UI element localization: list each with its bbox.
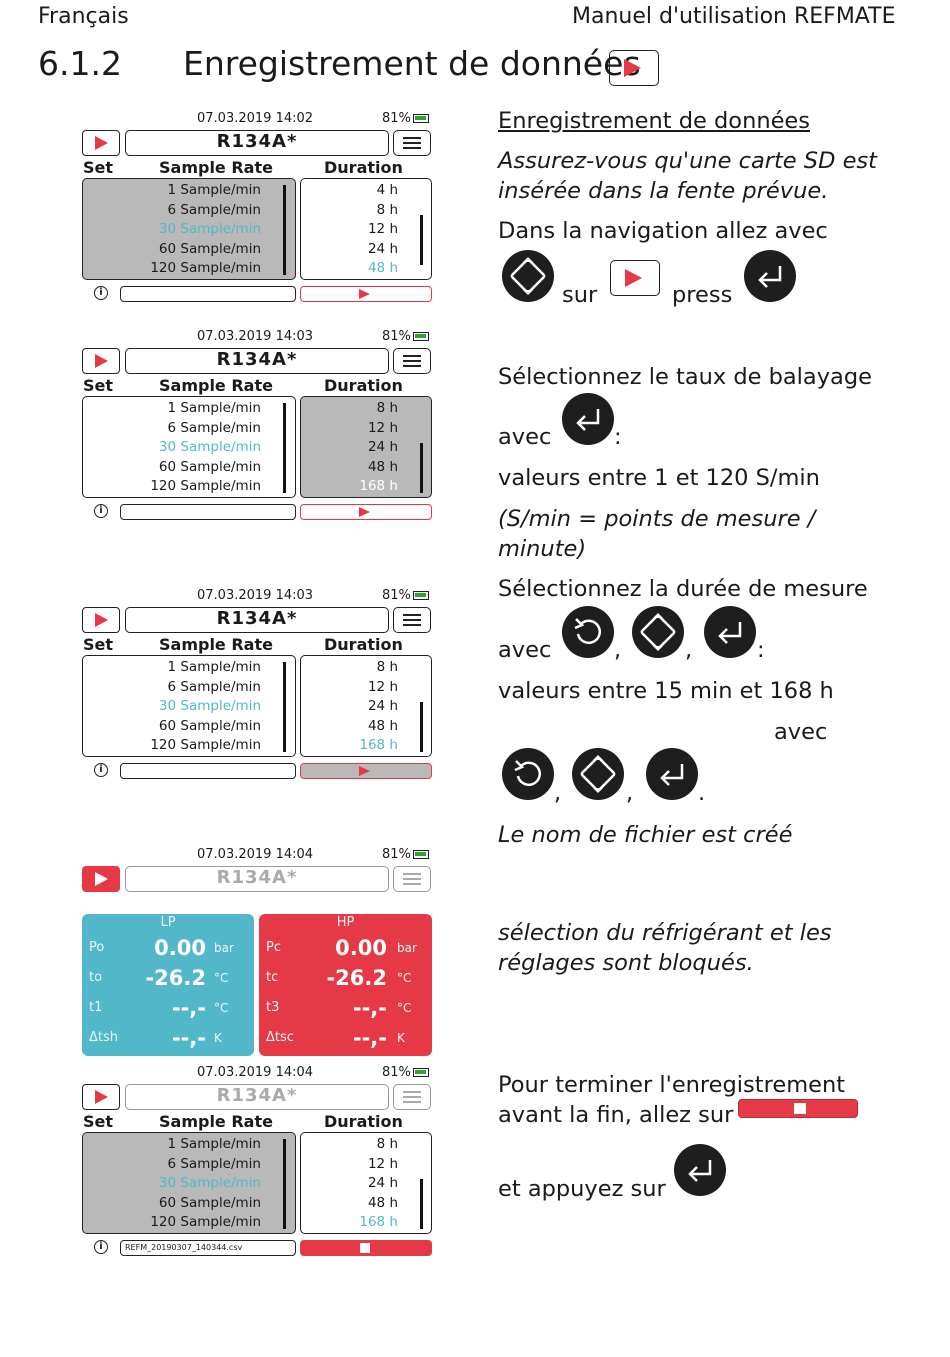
set-header: Set	[83, 635, 114, 654]
sample-rate-option[interactable]: 1 Sample/min	[167, 1136, 261, 1152]
lp-unit: K	[214, 1031, 222, 1045]
start-recording-button[interactable]	[300, 286, 432, 302]
sample-rate-option[interactable]: 6 Sample/min	[167, 1155, 261, 1172]
duration-list[interactable]	[300, 396, 432, 498]
refrigerant-field[interactable]: R134A*	[125, 130, 389, 156]
scrollbar[interactable]	[420, 702, 423, 752]
lp-value: 0.00	[154, 936, 206, 960]
sample-rate-option[interactable]: 6 Sample/min	[167, 419, 261, 436]
duration-option[interactable]: 168 h	[359, 737, 398, 753]
start-recording-button[interactable]	[300, 763, 432, 779]
record-button[interactable]	[82, 1084, 120, 1110]
timestamp: 07.03.2019 14:02	[197, 111, 314, 126]
menu-button[interactable]	[393, 1084, 431, 1110]
nav-pad-icon	[502, 250, 554, 302]
lp-unit: °C	[214, 971, 229, 985]
text-period: .	[698, 780, 706, 806]
sample-rate-option[interactable]: 30 Sample/min	[158, 439, 261, 455]
play-icon	[95, 354, 108, 368]
hp-label: t3	[266, 1000, 280, 1015]
section-number: 6.1.2	[38, 44, 122, 83]
sample-rate-option[interactable]: 30 Sample/min	[158, 1175, 261, 1191]
play-icon	[624, 59, 641, 77]
refrigerant-field[interactable]: R134A*	[125, 1084, 389, 1110]
play-button-icon	[610, 260, 660, 296]
sample-rate-header: Sample Rate	[159, 376, 273, 395]
duration-option[interactable]: 12 h	[367, 419, 398, 436]
duration-header: Duration	[324, 635, 403, 654]
sample-rate-list[interactable]	[82, 178, 296, 280]
device-screen	[82, 846, 434, 1050]
header-manual: Manuel d'utilisation REFMATE	[572, 4, 896, 29]
device-screen	[82, 587, 434, 775]
lp-label: to	[89, 970, 103, 985]
duration-option[interactable]: 24 h	[367, 698, 398, 714]
info-icon[interactable]: i	[94, 1240, 108, 1254]
battery-level: 81%	[382, 111, 411, 126]
status-bar	[82, 846, 434, 864]
menu-button[interactable]	[393, 607, 431, 633]
status-bar	[82, 110, 434, 128]
stop-icon	[794, 1103, 806, 1114]
device-screen	[82, 328, 434, 516]
play-icon	[625, 269, 642, 287]
duration-option[interactable]: 48 h	[367, 717, 398, 734]
text-select-duration: Sélectionnez la durée de mesure	[498, 576, 868, 602]
nav-pad-icon	[572, 748, 624, 800]
scrollbar[interactable]	[420, 443, 423, 493]
set-header: Set	[83, 376, 114, 395]
battery-icon	[413, 1068, 429, 1077]
text-rate-range: valeurs entre 1 et 120 S/min	[498, 465, 820, 491]
duration-option[interactable]: 168 h	[359, 478, 398, 494]
sample-rate-option[interactable]: 120 Sample/min	[150, 260, 261, 276]
duration-list[interactable]	[300, 1132, 432, 1234]
hp-label: Pc	[266, 940, 281, 955]
start-recording-button[interactable]	[300, 504, 432, 520]
sample-rate-option[interactable]: 60 Sample/min	[158, 458, 261, 475]
info-icon[interactable]: i	[94, 504, 108, 518]
text-avec-3: avec	[774, 719, 828, 745]
scrollbar[interactable]	[283, 662, 286, 752]
scrollbar[interactable]	[283, 403, 286, 493]
play-icon	[359, 507, 370, 517]
duration-option[interactable]: 48 h	[367, 260, 398, 276]
duration-option[interactable]: 12 h	[367, 678, 398, 695]
stop-bar-icon	[738, 1099, 858, 1118]
scrollbar[interactable]	[283, 1139, 286, 1229]
sample-rate-option[interactable]: 30 Sample/min	[158, 698, 261, 714]
sample-rate-option[interactable]: 6 Sample/min	[167, 201, 261, 218]
duration-header: Duration	[324, 158, 403, 177]
hp-unit: bar	[397, 941, 417, 955]
text-comma-4: ,	[626, 780, 634, 806]
text-comma-1: ,	[614, 637, 622, 663]
text-comma-3: ,	[554, 780, 562, 806]
status-bar	[82, 1064, 434, 1082]
duration-option[interactable]: 12 h	[367, 221, 398, 237]
column-headers	[82, 635, 434, 653]
stop-recording-button[interactable]	[300, 1240, 432, 1256]
refrigerant-field[interactable]: R134A*	[125, 348, 389, 374]
battery-level: 81%	[382, 588, 411, 603]
scrollbar[interactable]	[283, 185, 286, 275]
lp-label: Δtsh	[89, 1030, 119, 1045]
enter-icon	[674, 1144, 726, 1196]
timestamp: 07.03.2019 14:03	[197, 329, 314, 344]
nav-pad-icon	[632, 606, 684, 658]
hp-panel	[259, 914, 432, 1056]
menu-button[interactable]	[393, 130, 431, 156]
record-button[interactable]	[82, 348, 120, 374]
sample-rate-option[interactable]: 60 Sample/min	[158, 240, 261, 257]
battery-icon	[413, 332, 429, 341]
duration-option[interactable]: 8 h	[376, 400, 398, 416]
battery-level: 81%	[382, 1065, 411, 1080]
status-bar	[82, 587, 434, 605]
sample-rate-header: Sample Rate	[159, 1112, 273, 1131]
device-screen	[82, 110, 434, 298]
hp-value: --,-	[352, 996, 387, 1020]
filename-field	[120, 504, 296, 520]
battery-level: 81%	[382, 329, 411, 344]
lp-unit: °C	[214, 1001, 229, 1015]
play-icon	[359, 766, 370, 776]
battery-icon	[413, 850, 429, 859]
text-colon-2: :	[757, 637, 765, 663]
play-icon	[359, 289, 370, 299]
duration-list[interactable]	[300, 178, 432, 280]
play-icon	[95, 136, 108, 150]
sample-rate-option[interactable]: 120 Sample/min	[150, 478, 261, 494]
filename-field: REFM_20190307_140344.csv	[120, 1240, 296, 1256]
battery-icon	[413, 591, 429, 600]
text-stop-2: avant la fin, allez sur	[498, 1102, 734, 1128]
refrigerant-field[interactable]: R134A*	[125, 607, 389, 633]
text-locked: sélection du réfrigérant et les réglages sont bloqués.	[498, 920, 832, 976]
scrollbar[interactable]	[420, 1179, 423, 1229]
duration-header: Duration	[324, 1112, 403, 1131]
refrigerant-field[interactable]: R134A*	[125, 866, 389, 892]
enter-icon	[704, 606, 756, 658]
column-headers	[82, 376, 434, 394]
duration-option[interactable]: 48 h	[367, 1194, 398, 1211]
sample-rate-header: Sample Rate	[159, 158, 273, 177]
duration-option[interactable]: 8 h	[376, 201, 398, 218]
lp-value: --,-	[171, 996, 206, 1020]
duration-option[interactable]: 24 h	[367, 439, 398, 455]
text-rate-note: (S/min = points de mesure / minute)	[498, 506, 816, 562]
sample-rate-option[interactable]: 120 Sample/min	[150, 737, 261, 753]
hp-unit: °C	[397, 1001, 412, 1015]
duration-option[interactable]: 12 h	[367, 1155, 398, 1172]
set-header: Set	[83, 158, 114, 177]
hp-value: --,-	[352, 1026, 387, 1050]
info-icon[interactable]: i	[94, 286, 108, 300]
lp-label: t1	[89, 1000, 103, 1015]
lp-title: LP	[160, 915, 176, 930]
sample-rate-option[interactable]: 30 Sample/min	[158, 221, 261, 237]
column-headers	[82, 158, 434, 176]
sample-rate-option[interactable]: 1 Sample/min	[167, 182, 261, 198]
text-avec-2: avec	[498, 637, 552, 663]
battery-icon	[413, 114, 429, 123]
text-navigation: Dans la navigation allez avec	[498, 218, 828, 244]
text-press: press	[672, 282, 733, 308]
enter-icon	[744, 250, 796, 302]
header-language: Français	[38, 4, 129, 29]
sample-rate-option[interactable]: 1 Sample/min	[167, 659, 261, 675]
text-sd-card: Assurez-vous qu'une carte SD est insérée dans la fente prévue.	[498, 148, 877, 204]
duration-option[interactable]: 24 h	[367, 1175, 398, 1191]
back-icon	[502, 748, 554, 800]
text-heading: Enregistrement de données	[498, 108, 811, 134]
info-icon[interactable]: i	[94, 763, 108, 777]
status-bar	[82, 328, 434, 346]
set-header: Set	[83, 1112, 114, 1131]
lp-unit: bar	[214, 941, 234, 955]
duration-option[interactable]: 24 h	[367, 240, 398, 257]
sample-rate-option[interactable]: 120 Sample/min	[150, 1214, 261, 1230]
device-screen	[82, 1064, 434, 1252]
lp-label: Po	[89, 940, 105, 955]
record-button[interactable]	[82, 866, 120, 892]
duration-option[interactable]: 48 h	[367, 458, 398, 475]
battery-level: 81%	[382, 847, 411, 862]
timestamp: 07.03.2019 14:04	[197, 1065, 314, 1080]
back-icon	[562, 606, 614, 658]
sample-rate-list[interactable]	[82, 655, 296, 757]
text-duration-range: valeurs entre 15 min et 168 h	[498, 678, 834, 704]
hp-title: HP	[336, 915, 355, 930]
column-headers	[82, 1112, 434, 1130]
sample-rate-list[interactable]	[82, 1132, 296, 1234]
filename-field	[120, 286, 296, 302]
record-button[interactable]	[82, 607, 120, 633]
duration-option[interactable]: 8 h	[376, 659, 398, 675]
lp-panel	[82, 914, 254, 1056]
text-stop-1: Pour terminer l'enregistrement	[498, 1072, 846, 1098]
duration-option[interactable]: 168 h	[359, 1214, 398, 1230]
filename-field	[120, 763, 296, 779]
timestamp: 07.03.2019 14:03	[197, 588, 314, 603]
record-button[interactable]	[82, 130, 120, 156]
title-play-button-icon	[609, 50, 659, 86]
text-press-enter: et appuyez sur	[498, 1176, 666, 1202]
duration-header: Duration	[324, 376, 403, 395]
sample-rate-option[interactable]: 6 Sample/min	[167, 678, 261, 695]
duration-list[interactable]	[300, 655, 432, 757]
hp-value: -26.2	[326, 966, 387, 990]
hp-unit: K	[397, 1031, 405, 1045]
sample-rate-option[interactable]: 60 Sample/min	[158, 1194, 261, 1211]
hp-value: 0.00	[335, 936, 387, 960]
scrollbar[interactable]	[420, 215, 423, 265]
duration-option[interactable]: 8 h	[376, 1136, 398, 1152]
duration-option[interactable]: 4 h	[376, 182, 398, 198]
timestamp: 07.03.2019 14:04	[197, 847, 314, 862]
lp-value: --,-	[171, 1026, 206, 1050]
text-select-rate: Sélectionnez le taux de balayage	[498, 364, 872, 390]
hp-label: tc	[266, 970, 279, 985]
lp-value: -26.2	[145, 966, 206, 990]
hp-unit: °C	[397, 971, 412, 985]
text-colon-1: :	[614, 424, 622, 450]
hp-label: Δtsc	[266, 1030, 294, 1045]
enter-icon	[562, 393, 614, 445]
text-sur: sur	[562, 282, 598, 308]
enter-icon	[646, 748, 698, 800]
text-comma-2: ,	[685, 637, 693, 663]
sample-rate-header: Sample Rate	[159, 635, 273, 654]
sample-rate-option[interactable]: 1 Sample/min	[167, 400, 261, 416]
section-title: Enregistrement de données	[183, 44, 641, 83]
text-avec-1: avec	[498, 424, 552, 450]
play-icon	[95, 1090, 108, 1104]
sample-rate-list[interactable]	[82, 396, 296, 498]
text-filename-created: Le nom de fichier est créé	[498, 822, 793, 848]
play-icon	[95, 872, 108, 886]
play-icon	[95, 613, 108, 627]
sample-rate-option[interactable]: 60 Sample/min	[158, 717, 261, 734]
menu-button[interactable]	[393, 348, 431, 374]
stop-icon	[360, 1243, 370, 1253]
menu-button[interactable]	[393, 866, 431, 892]
